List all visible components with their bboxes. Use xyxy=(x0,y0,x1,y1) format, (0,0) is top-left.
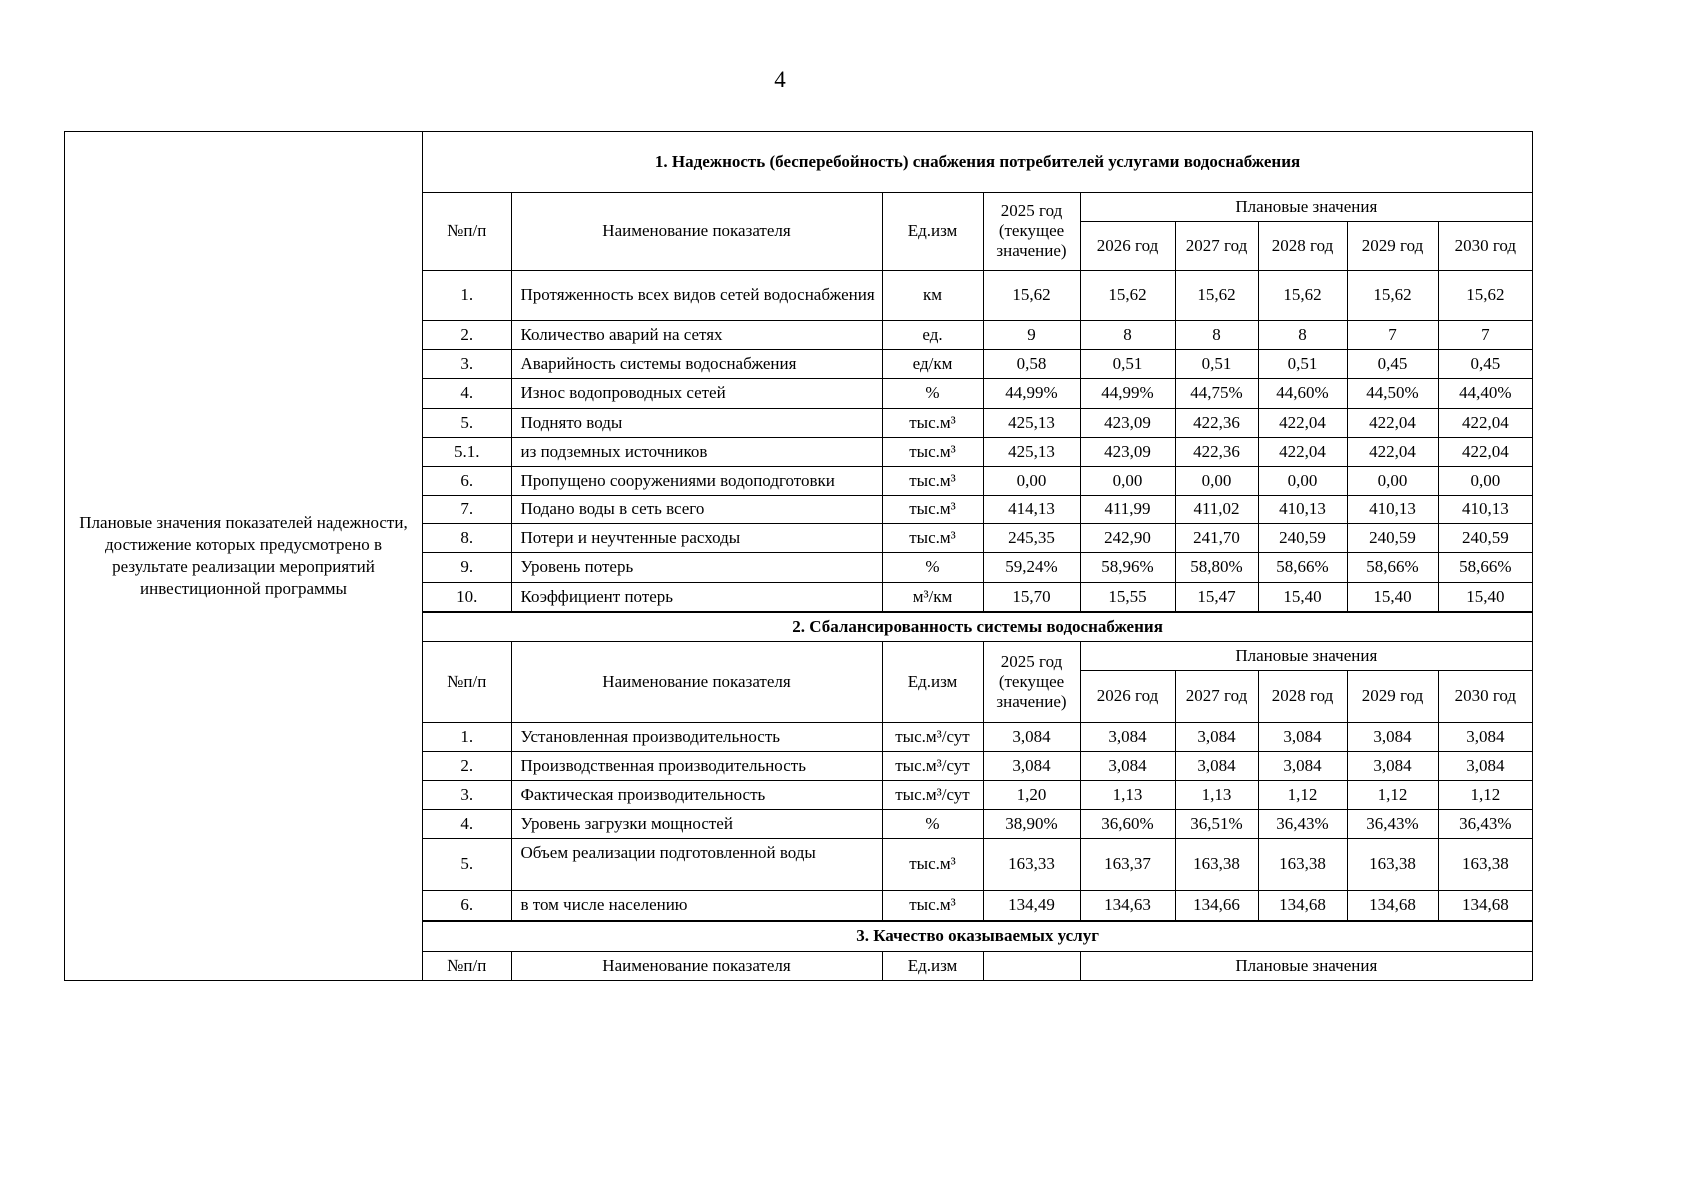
row-plan-value: 15,62 xyxy=(1438,270,1532,320)
row-plan-value: 0,00 xyxy=(1175,466,1258,495)
row-num: 4. xyxy=(423,378,511,408)
row-plan-value: 0,00 xyxy=(1438,466,1532,495)
row-unit: тыс.м³/сут xyxy=(882,751,983,780)
section-title: 2. Сбалансированность системы водоснабжения xyxy=(423,612,1532,641)
row-plan-value: 44,50% xyxy=(1347,378,1438,408)
row-num: 5. xyxy=(423,408,511,437)
header-year: 2029 год xyxy=(1347,221,1438,270)
table-row xyxy=(423,349,1532,378)
table-header-row xyxy=(423,951,1532,980)
row-plan-value: 15,47 xyxy=(1175,582,1258,612)
header-name: Наименование показателя xyxy=(511,641,882,722)
table-row xyxy=(423,378,1532,408)
row-name: Потери и неучтенные расходы xyxy=(511,523,882,552)
table-row xyxy=(423,809,1532,838)
row-plan-value: 134,63 xyxy=(1080,890,1175,921)
row-unit: ед/км xyxy=(882,349,983,378)
row-num: 8. xyxy=(423,523,511,552)
row-name: Уровень загрузки мощностей xyxy=(511,809,882,838)
row-unit: % xyxy=(882,809,983,838)
section-title-row xyxy=(423,921,1532,951)
row-name: Подано воды в сеть всего xyxy=(511,495,882,523)
row-current-value: 44,99% xyxy=(983,378,1080,408)
header-year: 2027 год xyxy=(1175,221,1258,270)
row-name: Количество аварий на сетях xyxy=(511,320,882,349)
row-unit: тыс.м³/сут xyxy=(882,780,983,809)
row-name: Пропущено сооружениями водоподготовки xyxy=(511,466,882,495)
row-current-value: 425,13 xyxy=(983,437,1080,466)
row-plan-value: 58,66% xyxy=(1347,552,1438,582)
row-plan-value: 36,60% xyxy=(1080,809,1175,838)
table-row xyxy=(423,552,1532,582)
row-unit: тыс.м³ xyxy=(882,408,983,437)
header-year: 2030 год xyxy=(1438,221,1532,270)
indicators-table xyxy=(423,132,1532,980)
row-unit: тыс.м³ xyxy=(882,466,983,495)
header-num: №п/п xyxy=(423,641,511,722)
row-plan-value: 0,00 xyxy=(1258,466,1347,495)
row-plan-value: 15,62 xyxy=(1080,270,1175,320)
row-num: 2. xyxy=(423,751,511,780)
row-plan-value: 410,13 xyxy=(1258,495,1347,523)
row-plan-value: 1,12 xyxy=(1438,780,1532,809)
row-unit: тыс.м³ xyxy=(882,437,983,466)
row-plan-value: 0,51 xyxy=(1080,349,1175,378)
row-name: Производственная производительность xyxy=(511,751,882,780)
row-unit: тыс.м³ xyxy=(882,890,983,921)
row-plan-value: 163,38 xyxy=(1175,838,1258,890)
row-unit: % xyxy=(882,378,983,408)
header-year: 2030 год xyxy=(1438,670,1532,722)
table-row xyxy=(423,523,1532,552)
row-plan-value: 411,02 xyxy=(1175,495,1258,523)
row-plan-value: 3,084 xyxy=(1347,722,1438,751)
row-current-value: 3,084 xyxy=(983,722,1080,751)
row-plan-value: 58,66% xyxy=(1438,552,1532,582)
header-name: Наименование показателя xyxy=(511,951,882,980)
row-plan-value: 422,04 xyxy=(1438,408,1532,437)
row-plan-value: 15,55 xyxy=(1080,582,1175,612)
row-name: Уровень потерь xyxy=(511,552,882,582)
table-header-row xyxy=(423,641,1532,670)
header-current-year: 2025 год (текущее значение) xyxy=(983,641,1080,722)
row-plan-value: 422,36 xyxy=(1175,437,1258,466)
row-plan-value: 44,75% xyxy=(1175,378,1258,408)
row-num: 7. xyxy=(423,495,511,523)
row-plan-value: 134,68 xyxy=(1438,890,1532,921)
row-plan-value: 422,04 xyxy=(1438,437,1532,466)
row-plan-value: 3,084 xyxy=(1080,751,1175,780)
header-name: Наименование показателя xyxy=(511,192,882,270)
row-current-value: 38,90% xyxy=(983,809,1080,838)
header-plan-values: Плановые значения xyxy=(1080,192,1532,221)
row-plan-value: 8 xyxy=(1175,320,1258,349)
row-unit: тыс.м³ xyxy=(882,523,983,552)
row-plan-value: 134,66 xyxy=(1175,890,1258,921)
row-plan-value: 3,084 xyxy=(1080,722,1175,751)
row-name: Аварийность системы водоснабжения xyxy=(511,349,882,378)
row-current-value: 0,58 xyxy=(983,349,1080,378)
row-num: 6. xyxy=(423,466,511,495)
row-current-value: 163,33 xyxy=(983,838,1080,890)
row-name: Объем реализации подготовленной воды xyxy=(511,838,882,890)
row-plan-value: 15,40 xyxy=(1347,582,1438,612)
row-unit: км xyxy=(882,270,983,320)
row-plan-value: 240,59 xyxy=(1347,523,1438,552)
row-num: 4. xyxy=(423,809,511,838)
row-current-value: 9 xyxy=(983,320,1080,349)
row-plan-value: 3,084 xyxy=(1438,751,1532,780)
row-current-value: 245,35 xyxy=(983,523,1080,552)
row-name: Установленная производительность xyxy=(511,722,882,751)
row-num: 6. xyxy=(423,890,511,921)
row-plan-value: 36,51% xyxy=(1175,809,1258,838)
row-plan-value: 0,45 xyxy=(1347,349,1438,378)
row-name: из подземных источников xyxy=(511,437,882,466)
row-plan-value: 423,09 xyxy=(1080,437,1175,466)
header-current-year-empty xyxy=(983,951,1080,980)
row-plan-value: 44,60% xyxy=(1258,378,1347,408)
header-plan-values: Плановые значения xyxy=(1080,641,1532,670)
table-row xyxy=(423,320,1532,349)
row-num: 10. xyxy=(423,582,511,612)
row-unit: тыс.м³/сут xyxy=(882,722,983,751)
row-unit: м³/км xyxy=(882,582,983,612)
row-plan-value: 410,13 xyxy=(1438,495,1532,523)
header-year: 2026 год xyxy=(1080,670,1175,722)
row-plan-value: 1,12 xyxy=(1258,780,1347,809)
row-plan-value: 58,80% xyxy=(1175,552,1258,582)
row-plan-value: 3,084 xyxy=(1175,751,1258,780)
section-title-row xyxy=(423,132,1532,192)
page-number: 4 xyxy=(774,67,786,92)
row-num: 1. xyxy=(423,722,511,751)
row-plan-value: 3,084 xyxy=(1347,751,1438,780)
row-plan-value: 163,37 xyxy=(1080,838,1175,890)
row-num: 2. xyxy=(423,320,511,349)
table-row xyxy=(423,890,1532,921)
row-plan-value: 411,99 xyxy=(1080,495,1175,523)
header-year: 2026 год xyxy=(1080,221,1175,270)
header-plan-values: Плановые значения xyxy=(1080,951,1532,980)
row-unit: тыс.м³ xyxy=(882,495,983,523)
row-plan-value: 163,38 xyxy=(1258,838,1347,890)
table-row xyxy=(423,722,1532,751)
row-num: 3. xyxy=(423,349,511,378)
table-row xyxy=(423,495,1532,523)
row-plan-value: 3,084 xyxy=(1438,722,1532,751)
row-num: 1. xyxy=(423,270,511,320)
row-unit: ед. xyxy=(882,320,983,349)
table-row xyxy=(423,780,1532,809)
row-plan-value: 134,68 xyxy=(1258,890,1347,921)
row-plan-value: 240,59 xyxy=(1258,523,1347,552)
row-plan-value: 15,62 xyxy=(1347,270,1438,320)
row-current-value: 1,20 xyxy=(983,780,1080,809)
row-plan-value: 3,084 xyxy=(1175,722,1258,751)
row-current-value: 3,084 xyxy=(983,751,1080,780)
table-row xyxy=(423,582,1532,612)
row-plan-value: 15,40 xyxy=(1438,582,1532,612)
row-name: Фактическая производительность xyxy=(511,780,882,809)
header-unit: Ед.изм xyxy=(882,641,983,722)
row-plan-value: 422,04 xyxy=(1347,408,1438,437)
table-row xyxy=(423,751,1532,780)
row-plan-value: 423,09 xyxy=(1080,408,1175,437)
row-plan-value: 422,36 xyxy=(1175,408,1258,437)
row-num: 5.1. xyxy=(423,437,511,466)
row-num: 9. xyxy=(423,552,511,582)
row-plan-value: 36,43% xyxy=(1258,809,1347,838)
section-title-row xyxy=(423,612,1532,641)
row-plan-value: 0,00 xyxy=(1080,466,1175,495)
row-plan-value: 242,90 xyxy=(1080,523,1175,552)
header-year: 2027 год xyxy=(1175,670,1258,722)
row-plan-value: 134,68 xyxy=(1347,890,1438,921)
row-plan-value: 410,13 xyxy=(1347,495,1438,523)
table-row xyxy=(423,408,1532,437)
table-row xyxy=(423,466,1532,495)
header-year: 2029 год xyxy=(1347,670,1438,722)
row-plan-value: 0,00 xyxy=(1347,466,1438,495)
row-plan-value: 3,084 xyxy=(1258,751,1347,780)
row-plan-value: 422,04 xyxy=(1258,408,1347,437)
row-plan-value: 44,40% xyxy=(1438,378,1532,408)
row-name: Протяженность всех видов сетей водоснабжения xyxy=(511,270,882,320)
table-row xyxy=(423,437,1532,466)
left-description-cell xyxy=(65,132,423,981)
row-current-value: 425,13 xyxy=(983,408,1080,437)
row-plan-value: 163,38 xyxy=(1347,838,1438,890)
row-plan-value: 15,62 xyxy=(1175,270,1258,320)
row-plan-value: 422,04 xyxy=(1347,437,1438,466)
row-plan-value: 3,084 xyxy=(1258,722,1347,751)
table-row xyxy=(423,270,1532,320)
row-num: 5. xyxy=(423,838,511,890)
row-name: Коэффициент потерь xyxy=(511,582,882,612)
row-plan-value: 58,66% xyxy=(1258,552,1347,582)
row-plan-value: 0,51 xyxy=(1258,349,1347,378)
row-plan-value: 7 xyxy=(1438,320,1532,349)
row-plan-value: 15,62 xyxy=(1258,270,1347,320)
row-current-value: 0,00 xyxy=(983,466,1080,495)
table-row xyxy=(423,838,1532,890)
row-plan-value: 36,43% xyxy=(1347,809,1438,838)
header-num: №п/п xyxy=(423,951,511,980)
row-num: 3. xyxy=(423,780,511,809)
header-unit: Ед.изм xyxy=(882,192,983,270)
row-plan-value: 163,38 xyxy=(1438,838,1532,890)
row-current-value: 15,70 xyxy=(983,582,1080,612)
row-plan-value: 15,40 xyxy=(1258,582,1347,612)
row-current-value: 414,13 xyxy=(983,495,1080,523)
header-year: 2028 год xyxy=(1258,670,1347,722)
row-current-value: 134,49 xyxy=(983,890,1080,921)
row-name: в том числе населению xyxy=(511,890,882,921)
row-plan-value: 241,70 xyxy=(1175,523,1258,552)
row-plan-value: 240,59 xyxy=(1438,523,1532,552)
header-year: 2028 год xyxy=(1258,221,1347,270)
row-unit: % xyxy=(882,552,983,582)
row-plan-value: 8 xyxy=(1258,320,1347,349)
row-unit: тыс.м³ xyxy=(882,838,983,890)
row-plan-value: 1,13 xyxy=(1080,780,1175,809)
row-current-value: 59,24% xyxy=(983,552,1080,582)
left-description-text: Плановые значения показателей надежности, достижение которых предусмотрено в результате реализации мероприятий инвестиционной программы xyxy=(79,513,408,598)
header-unit: Ед.изм xyxy=(882,951,983,980)
row-current-value: 15,62 xyxy=(983,270,1080,320)
row-plan-value: 0,51 xyxy=(1175,349,1258,378)
row-plan-value: 36,43% xyxy=(1438,809,1532,838)
row-plan-value: 8 xyxy=(1080,320,1175,349)
row-plan-value: 58,96% xyxy=(1080,552,1175,582)
section-title: 3. Качество оказываемых услуг xyxy=(423,921,1532,951)
section-title: 1. Надежность (бесперебойность) снабжения потребителей услугами водоснабжения xyxy=(423,132,1532,192)
table-header-row xyxy=(423,192,1532,221)
row-plan-value: 422,04 xyxy=(1258,437,1347,466)
row-plan-value: 7 xyxy=(1347,320,1438,349)
row-plan-value: 44,99% xyxy=(1080,378,1175,408)
row-plan-value: 1,12 xyxy=(1347,780,1438,809)
row-name: Износ водопроводных сетей xyxy=(511,378,882,408)
row-plan-value: 0,45 xyxy=(1438,349,1532,378)
row-name: Поднято воды xyxy=(511,408,882,437)
row-plan-value: 1,13 xyxy=(1175,780,1258,809)
header-current-year: 2025 год (текущее значение) xyxy=(983,192,1080,270)
indicators-outer-table xyxy=(64,131,1533,981)
header-num: №п/п xyxy=(423,192,511,270)
indicators-cell xyxy=(423,132,1533,981)
